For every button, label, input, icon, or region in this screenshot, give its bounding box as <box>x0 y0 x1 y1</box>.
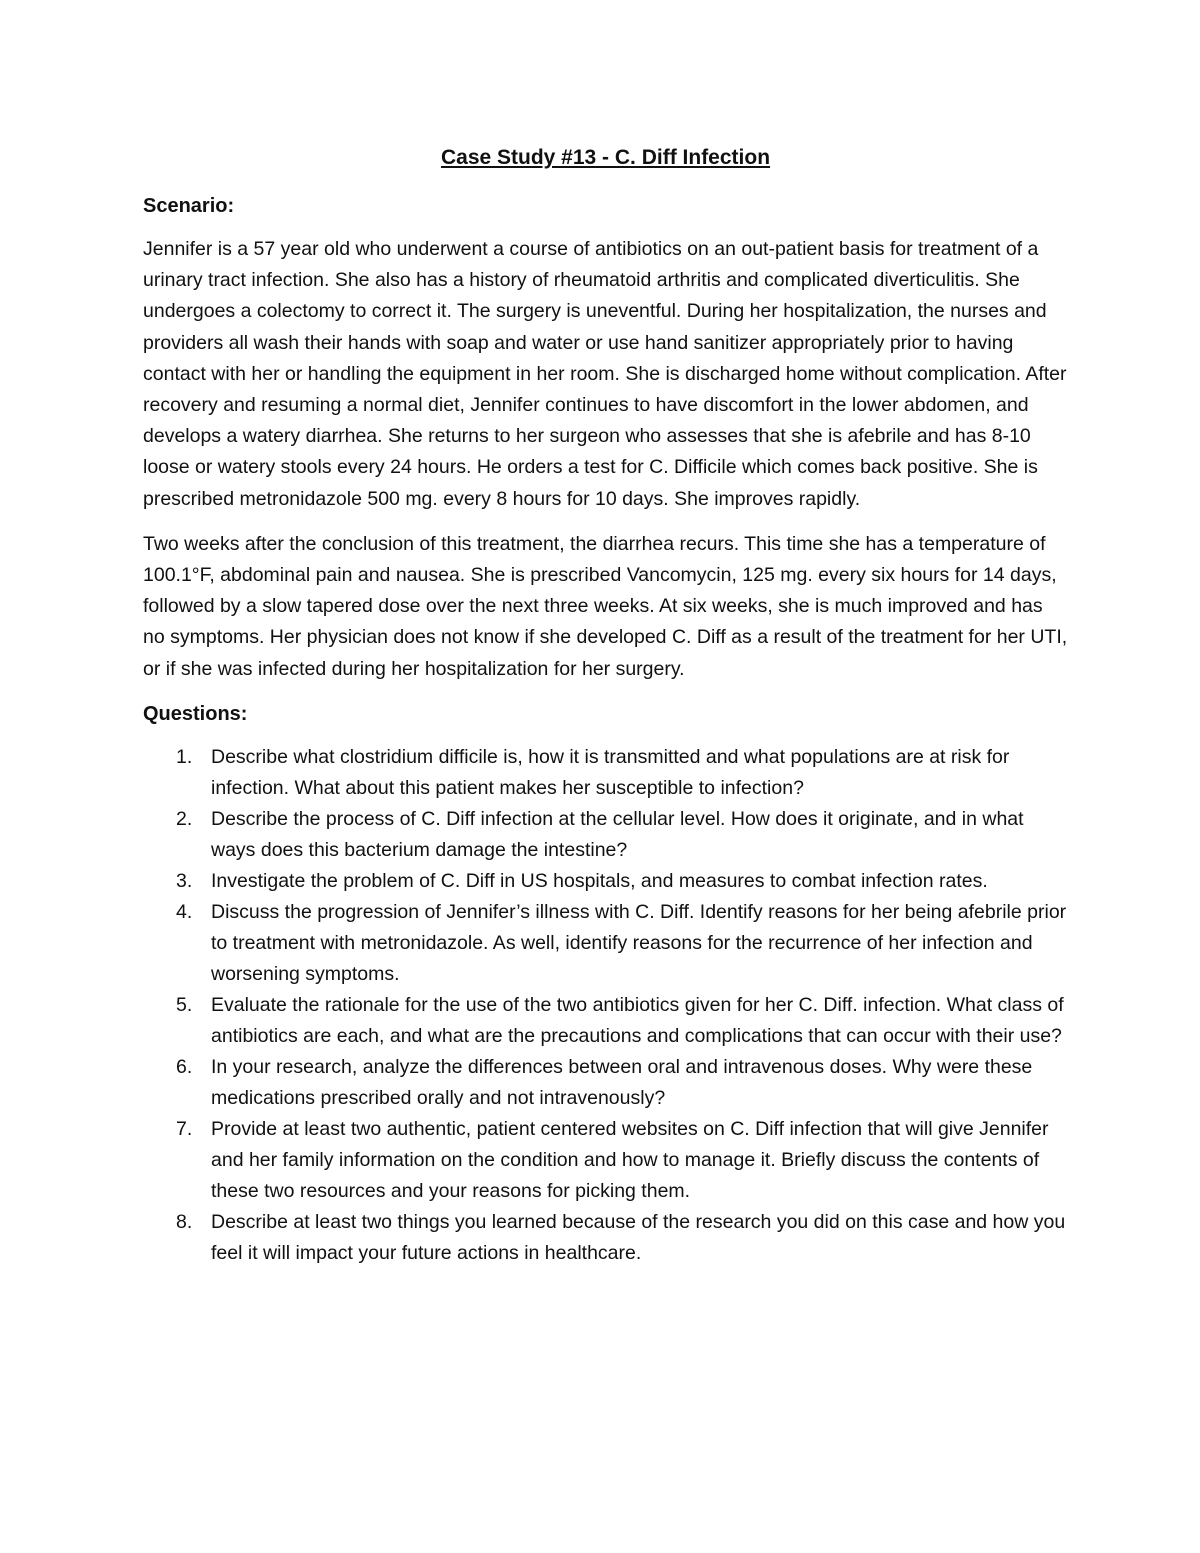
list-item <box>143 990 1068 1052</box>
list-item <box>143 866 1068 897</box>
question-text: Describe at least two things you learned because of the research you did on this case and how you feel it will impact your future actions in healthcare. <box>211 1210 1066 1264</box>
list-item <box>143 897 1068 990</box>
question-text: Discuss the progression of Jennifer’s illness with C. Diff. Identify reasons for her being afebrile prior to treatment with metronidazole. As well, identify reasons for the recurrence of her infection and worsening symptoms. <box>211 900 1067 985</box>
question-number: 2. <box>176 807 193 830</box>
list-item <box>143 804 1068 866</box>
question-number: 1. <box>176 745 193 768</box>
scenario-label: Scenario: <box>143 195 235 217</box>
question-number: 4. <box>176 900 193 923</box>
document-title: Case Study #13 - C. Diff Infection <box>440 146 771 169</box>
question-number: 3. <box>176 869 193 892</box>
question-text: Evaluate the rationale for the use of the two antibiotics given for her C. Diff. infection. What class of antibiotics are each, and what are the precautions and complications that can occur with their use? <box>211 993 1064 1047</box>
question-number: 5. <box>176 993 193 1016</box>
questions-list <box>143 742 1068 1269</box>
question-text: Provide at least two authentic, patient centered websites on C. Diff infection that will give Jennifer and her family information on the condition and how to manage it. Briefly discuss the contents of these two resources and your reasons for picking them. <box>211 1117 1049 1202</box>
scenario-paragraph-2: Two weeks after the conclusion of this treatment, the diarrhea recurs. This time she has a temperature of 100.1°F, abdominal pain and nausea. She is prescribed Vancomycin, 125 mg. every six hours for 14 days, followed by a slow tapered dose over the next three weeks. At six weeks, she is much improved and has no symptoms. Her physician does not know if she developed C. Diff as a result of the treatment for her UTI, or if she was infected during her hospitalization for her surgery. <box>143 532 1068 680</box>
question-text: In your research, analyze the differences between oral and intravenous doses. Why were these medications prescribed orally and not intravenously? <box>211 1055 1033 1109</box>
list-item <box>143 742 1068 804</box>
list-item <box>143 1052 1068 1114</box>
question-text: Investigate the problem of C. Diff in US hospitals, and measures to combat infection rates. <box>211 869 988 892</box>
list-item <box>143 1207 1068 1269</box>
question-text: Describe the process of C. Diff infection at the cellular level. How does it originate, and in what ways does this bacterium damage the intestine? <box>211 807 1024 861</box>
question-number: 8. <box>176 1210 193 1233</box>
question-text: Describe what clostridium difficile is, how it is transmitted and what populations are at risk for infection. What about this patient makes her susceptible to infection? <box>211 745 1010 799</box>
questions-label: Questions: <box>143 702 248 725</box>
question-number: 6. <box>176 1055 193 1078</box>
document-content <box>143 142 1068 1269</box>
question-number: 7. <box>176 1117 193 1140</box>
list-item <box>143 1114 1068 1207</box>
scenario-paragraph-1: Jennifer is a 57 year old who underwent a course of antibiotics on an out-patient basis for treatment of a urinary tract infection. She also has a history of rheumatoid arthritis and complicated diverticulitis. She undergoes a colectomy to correct it. The surgery is uneventful. During her hospitalization, the nurses and providers all wash their hands with soap and water or use hand sanitizer appropriately prior to having contact with her or handling the equipment in her room. She is discharged home without complication. After recovery and resuming a normal diet, Jennifer continues to have discomfort in the lower abdomen, and develops a watery diarrhea. She returns to her surgeon who assesses that she is afebrile and has 8-10 loose or watery stools every 24 hours. He orders a test for C. Difficile which comes back positive. She is prescribed metronidazole 500 mg. every 8 hours for 10 days. She improves rapidly. <box>143 238 1067 510</box>
